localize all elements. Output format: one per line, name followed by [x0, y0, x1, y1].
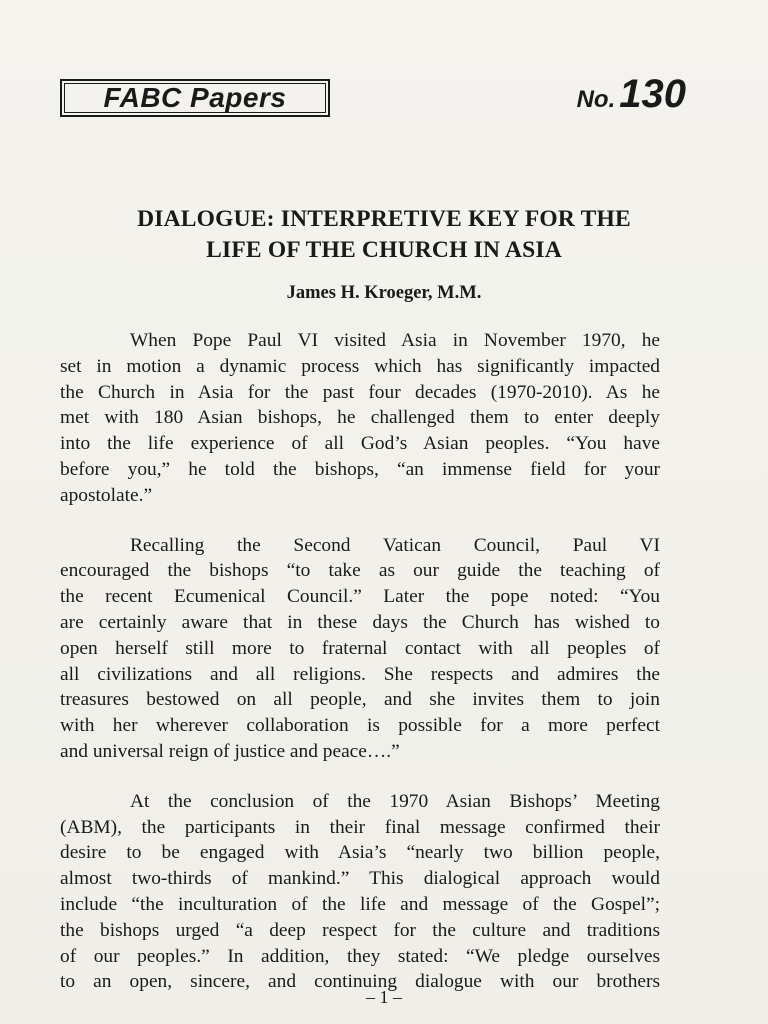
text-line: include “the inculturation of the life and message of the Gospel”; — [60, 893, 660, 915]
text-line: before you,” he told the bishops, “an immense field for your — [60, 458, 660, 480]
article-title — [60, 204, 708, 266]
text-line: and universal reign of justice and peace….” — [60, 740, 400, 762]
text-line: to an open, sincere, and continuing dialogue with our brothers — [60, 971, 660, 993]
text-line: the recent Ecumenical Council.” Later the pope noted: “You — [60, 586, 660, 608]
author-name: James H. Kroeger, M.M. — [286, 283, 482, 303]
text-line: desire to be engaged with Asia’s “nearly two billion people, — [60, 842, 660, 864]
text-line: of our peoples.” In addition, they stated: “We pledge ourselves — [60, 945, 660, 967]
title-line: LIFE OF THE CHURCH IN ASIA — [206, 237, 562, 263]
text-line: met with 180 Asian bishops, he challenged them to enter deeply — [60, 407, 660, 429]
issue-number-value: 130 — [619, 72, 686, 116]
article-body — [60, 328, 660, 1019]
text-line: set in motion a dynamic process which has significantly impacted — [60, 355, 660, 377]
text-line: At the conclusion of the 1970 Asian Bishops’ Meeting — [130, 790, 660, 812]
text-line: When Pope Paul VI visited Asia in November 1970, he — [130, 330, 660, 351]
series-label: FABC Papers — [103, 82, 287, 113]
page-number: – 1 – — [366, 987, 402, 1007]
text-line: are certainly aware that in these days the Church has wished to — [60, 611, 660, 633]
text-line: all civilizations and all religions. She respects and admires the — [60, 663, 660, 685]
text-line: apostolate.” — [60, 484, 153, 506]
text-line: into the life experience of all God’s Asian peoples. “You have — [60, 433, 660, 455]
text-line: almost two-thirds of mankind.” This dialogical approach would — [60, 868, 660, 890]
title-line: DIALOGUE: INTERPRETIVE KEY FOR THE — [137, 206, 631, 232]
text-line: with her wherever collaboration is possible for a more perfect — [60, 715, 660, 737]
text-line: treasures bestowed on all people, and she invites them to join — [60, 689, 660, 711]
paragraph — [60, 328, 660, 509]
issue-number — [577, 72, 686, 117]
text-line: encouraged the bishops “to take as our guide the teaching of — [60, 560, 660, 582]
series-label-box — [60, 79, 330, 117]
issue-prefix: No. — [576, 86, 616, 113]
paragraph — [60, 789, 660, 995]
text-line: open herself still more to fraternal contact with all peoples of — [60, 637, 660, 659]
text-line: Recalling the Second Vatican Council, Paul VI — [130, 534, 660, 556]
paragraph — [60, 533, 660, 765]
text-line: the Church in Asia for the past four decades (1970-2010). As he — [60, 381, 660, 403]
text-line: (ABM), the participants in their final message confirmed their — [60, 816, 660, 838]
text-line: the bishops urged “a deep respect for the culture and traditions — [60, 919, 660, 941]
